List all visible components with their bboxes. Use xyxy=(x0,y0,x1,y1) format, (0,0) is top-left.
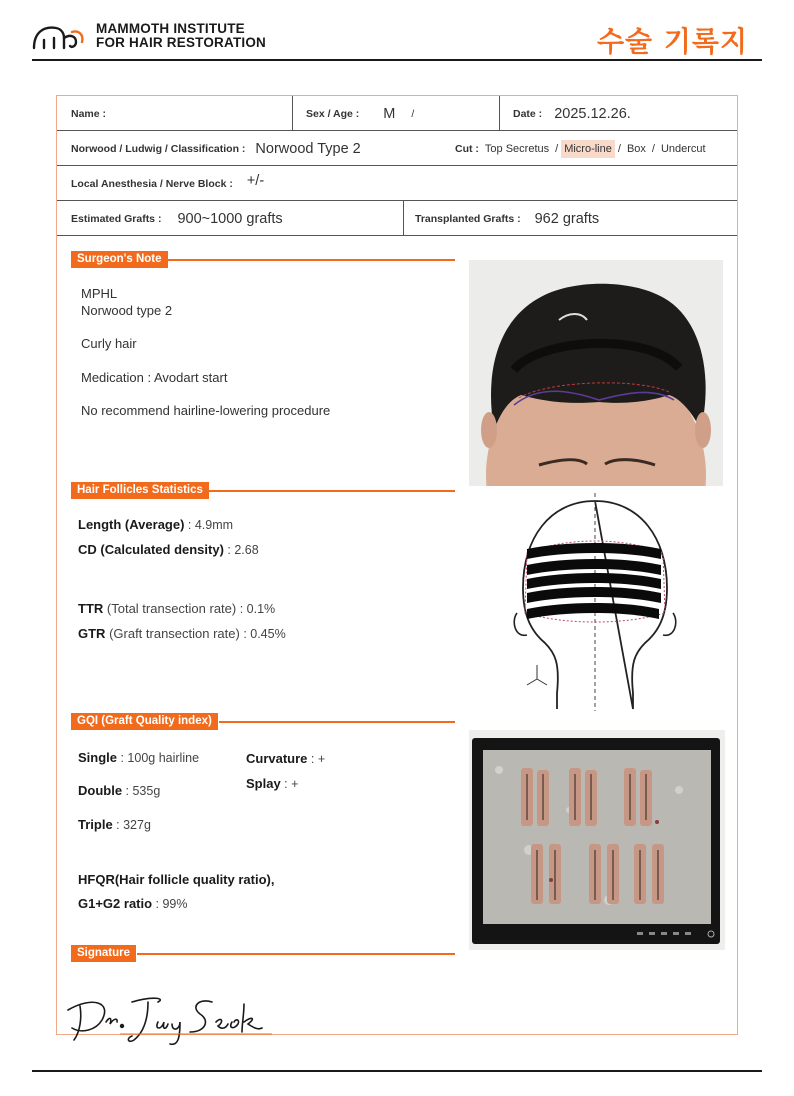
age-slash: / xyxy=(411,107,415,120)
length-label: Length (Average) xyxy=(78,517,185,532)
curvature-label: Curvature xyxy=(246,751,308,766)
gqi-g1g2-ratio xyxy=(78,896,188,911)
graft-monitor-photo xyxy=(469,730,725,950)
logo-line-1: MAMMOTH INSTITUTE xyxy=(96,21,245,36)
note-line: No recommend hairline-lowering procedure xyxy=(81,403,331,418)
cut-field xyxy=(455,131,709,166)
ttr-desc: (Total transection rate) xyxy=(103,601,237,616)
hfqr-label: HFQR(Hair follicle quality ratio), xyxy=(78,872,275,887)
gqi-triple xyxy=(78,817,151,832)
gqi-curvature xyxy=(246,751,325,766)
cd-label: CD (Calculated density) xyxy=(78,542,224,557)
cut-separator: / xyxy=(617,142,621,155)
classification-field[interactable] xyxy=(71,131,361,166)
follicle-stats-tag: Hair Follicles Statistics xyxy=(71,482,209,499)
anesthesia-label: Local Anesthesia / Nerve Block : xyxy=(71,177,233,190)
classification-label: Norwood / Ludwig / Classification : xyxy=(71,142,246,155)
double-label: Double xyxy=(78,783,123,798)
divider xyxy=(292,96,293,131)
estimated-grafts-value: 900~1000 grafts xyxy=(177,210,283,227)
section-line xyxy=(219,721,455,723)
row-classification-cut xyxy=(57,131,737,166)
row-anesthesia xyxy=(57,166,737,201)
cut-label: Cut : xyxy=(455,142,479,155)
single-value: : 100g hairline xyxy=(117,751,200,765)
transplanted-grafts-label: Transplanted Grafts : xyxy=(415,212,521,225)
logo-line-2: FOR HAIR RESTORATION xyxy=(96,35,267,50)
estimated-grafts-label: Estimated Grafts : xyxy=(71,212,162,225)
page-header xyxy=(32,18,762,58)
surgeons-note-tag: Surgeon's Note xyxy=(71,251,168,268)
mammoth-logo-icon xyxy=(32,22,90,52)
sex-age-label: Sex / Age : xyxy=(306,107,360,120)
cut-option-top-secretus[interactable]: Top Secretus xyxy=(484,142,550,155)
date-field[interactable] xyxy=(513,96,631,131)
splay-label: Splay xyxy=(246,776,281,791)
gqi-splay xyxy=(246,776,298,791)
note-line: Curly hair xyxy=(81,336,137,351)
sex-age-field[interactable] xyxy=(306,96,414,131)
gqi-hfqr xyxy=(78,872,274,887)
footer-rule xyxy=(32,1070,762,1072)
estimated-grafts-field[interactable] xyxy=(71,201,283,236)
anesthesia-field[interactable] xyxy=(71,166,264,201)
note-line: MPHL xyxy=(81,286,118,301)
ttr-value: : 0.1% xyxy=(236,602,276,616)
name-field[interactable] xyxy=(71,96,114,131)
gtr-value: : 0.45% xyxy=(239,627,286,641)
patient-hairline-photo xyxy=(469,260,723,486)
cut-option-undercut[interactable]: Undercut xyxy=(660,142,706,155)
cut-separator: / xyxy=(651,142,655,155)
gtr-desc: (Graft transection rate) xyxy=(105,626,240,641)
cut-option-micro-line[interactable]: Micro-line xyxy=(561,140,615,158)
gqi-double xyxy=(78,783,160,798)
sex-value: M xyxy=(383,105,396,122)
length-value: : 4.9mm xyxy=(184,518,234,532)
row-grafts xyxy=(57,201,737,236)
gqi-tag: GQI (Graft Quality index) xyxy=(71,713,218,730)
section-line xyxy=(209,490,455,492)
name-label: Name : xyxy=(71,107,107,120)
splay-value: : + xyxy=(280,777,299,791)
single-label: Single xyxy=(78,750,118,765)
date-value: 2025.12.26. xyxy=(554,105,631,122)
header-rule xyxy=(32,59,762,61)
double-value: : 535g xyxy=(122,784,161,798)
note-line: Medication : Avodart start xyxy=(81,370,228,385)
document-title: 수술 기록지 xyxy=(597,25,748,58)
logo-wordmark xyxy=(96,22,266,50)
ttr-label: TTR xyxy=(78,601,104,616)
section-line xyxy=(165,259,455,261)
signature-tag: Signature xyxy=(71,945,136,962)
curvature-value: : + xyxy=(307,752,326,766)
note-line: Norwood type 2 xyxy=(81,303,173,318)
total-transection-rate xyxy=(78,601,275,616)
classification-value: Norwood Type 2 xyxy=(255,140,361,157)
transplanted-grafts-field[interactable] xyxy=(415,201,599,236)
length-average xyxy=(78,517,233,532)
row-name-sex-date xyxy=(57,96,737,131)
section-line xyxy=(137,953,455,955)
date-label: Date : xyxy=(513,107,543,120)
gqi-single xyxy=(78,750,199,765)
gtr-label: GTR xyxy=(78,626,106,641)
g1g2-label: G1+G2 ratio xyxy=(78,896,153,911)
triple-value: : 327g xyxy=(112,818,151,832)
graft-transection-rate xyxy=(78,626,286,641)
calculated-density xyxy=(78,542,259,557)
g1g2-value: : 99% xyxy=(152,897,188,911)
anesthesia-value: +/- xyxy=(246,172,265,189)
divider xyxy=(403,201,404,236)
divider xyxy=(499,96,500,131)
cut-option-box[interactable]: Box xyxy=(626,142,646,155)
donor-area-head-diagram xyxy=(505,493,685,711)
cd-value: : 2.68 xyxy=(223,543,259,557)
transplanted-grafts-value: 962 grafts xyxy=(534,210,600,227)
triple-label: Triple xyxy=(78,817,113,832)
cut-separator: / xyxy=(555,142,559,155)
handwritten-signature xyxy=(62,988,277,1050)
